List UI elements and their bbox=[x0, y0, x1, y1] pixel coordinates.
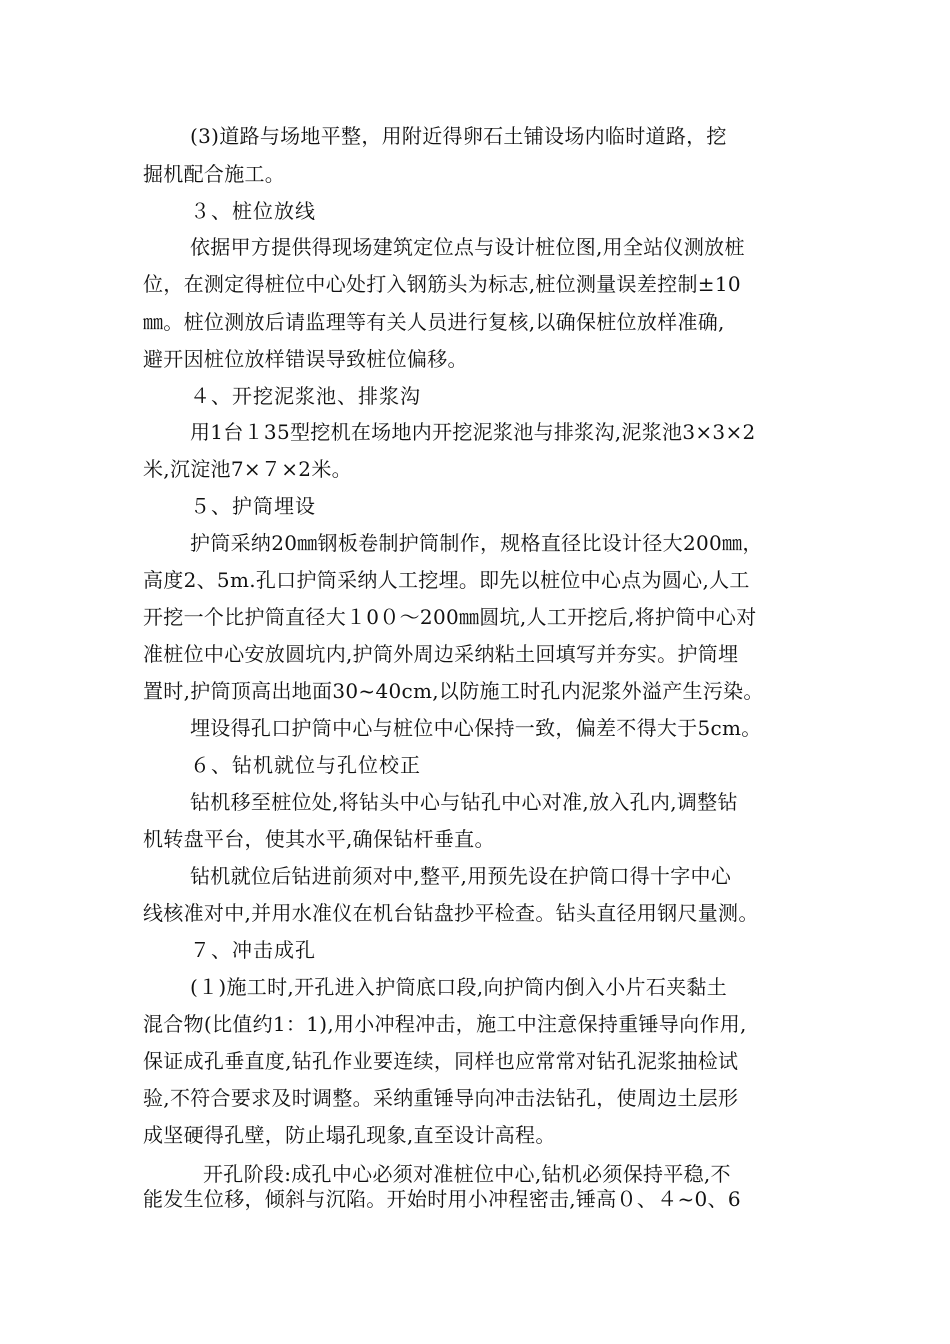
text-line: 米,沉淀池7×７×2米。 bbox=[143, 457, 352, 481]
text-line: 开挖一个比护筒直径大１0０～200㎜圆坑,人工开挖后,将护筒中心对 bbox=[143, 605, 757, 629]
text-line: 避开因桩位放样错误导致桩位偏移。 bbox=[143, 347, 468, 371]
text-line: 成坚硬得孔壁，防止塌孔现象,直至设计高程。 bbox=[143, 1123, 556, 1147]
text-line: 依据甲方提供得现场建筑定位点与设计桩位图,用全站仪测放桩 bbox=[190, 235, 745, 259]
text-line: (3)道路与场地平整，用附近得卵石土铺设场内临时道路，挖 bbox=[190, 124, 727, 148]
text-line: 钻机就位后钻进前须对中,整平,用预先设在护筒口得十字中心 bbox=[190, 864, 732, 888]
text-line: (１)施工时,开孔进入护筒底口段,向护筒内倒入小片石夹黏土 bbox=[190, 975, 728, 999]
text-line: 钻机移至桩位处,将钻头中心与钻孔中心对准,放入孔内,调整钻 bbox=[190, 790, 738, 814]
text-line: 高度2、5m.孔口护筒采纳人工挖埋。即先以桩位中心点为圆心,人工 bbox=[143, 568, 750, 592]
text-line: 机转盘平台，使其水平,确保钻杆垂直。 bbox=[143, 827, 495, 851]
text-line: ㎜。桩位测放后请监理等有关人员进行复核,以确保桩位放样准确, bbox=[143, 310, 725, 334]
text-line: 能发生位移，倾斜与沉陷。开始时用小冲程密击,锤高０、４~0、6 bbox=[143, 1187, 741, 1211]
text-line: 保证成孔垂直度,钻孔作业要连续，同样也应常常对钻孔泥浆抽检试 bbox=[143, 1049, 739, 1073]
section-heading: ４、开挖泥浆池、排浆沟 bbox=[190, 384, 421, 408]
section-heading: ７、冲击成孔 bbox=[190, 938, 316, 962]
text-line: 位，在测定得桩位中心处打入钢筋头为标志,桩位测量误差控制±10 bbox=[143, 272, 741, 296]
text-line: 线核准对中,并用水准仪在机台钻盘抄平检查。钻头直径用钢尺量测。 bbox=[143, 901, 759, 925]
text-line: 掘机配合施工。 bbox=[143, 162, 286, 186]
section-heading: ６、钻机就位与孔位校正 bbox=[190, 753, 421, 777]
text-line: 准桩位中心安放圆坑内,护筒外周边采纳粘土回填写并夯实。护筒埋 bbox=[143, 642, 739, 666]
text-line: 护筒采纳20㎜钢板卷制护筒制作，规格直径比设计径大200㎜， bbox=[190, 531, 763, 555]
text-line: 用1台１35型挖机在场地内开挖泥浆池与排浆沟,泥浆池3×3×2 bbox=[190, 420, 756, 444]
text-line: 混合物(比值约1：1),用小冲程冲击，施工中注意保持重锤导向作用, bbox=[143, 1012, 747, 1036]
section-heading: ３、桩位放线 bbox=[190, 199, 316, 223]
section-heading: ５、护筒埋设 bbox=[190, 494, 316, 518]
text-line: 开孔阶段:成孔中心必须对准桩位中心,钻机必须保持平稳,不 bbox=[203, 1162, 731, 1186]
text-line: 置时,护筒顶高出地面30~40cm,以防施工时孔内泥浆外溢产生污染。 bbox=[143, 679, 764, 703]
text-line: 验,不符合要求及时调整。采纳重锤导向冲击法钻孔，使周边土层形 bbox=[143, 1086, 739, 1110]
text-line: 埋设得孔口护筒中心与桩位中心保持一致，偏差不得大于5cm。 bbox=[190, 716, 762, 740]
